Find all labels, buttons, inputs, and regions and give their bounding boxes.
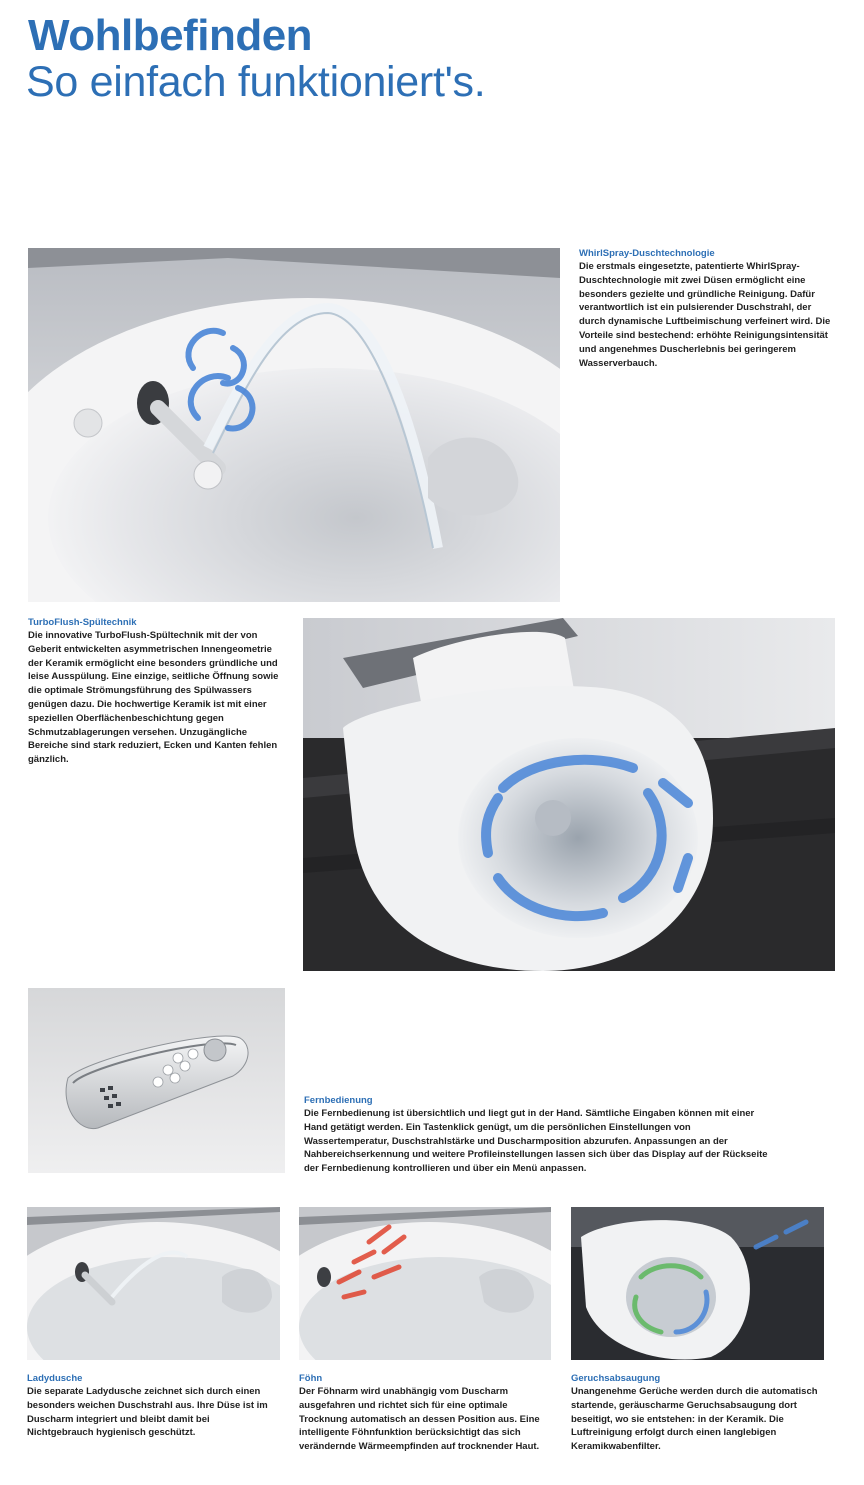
foehn-heading: Föhn: [299, 1373, 323, 1384]
lady-photo: [27, 1207, 280, 1360]
ladydusche-text: Die separate Ladydusche zeichnet sich durch einen besonders weichen Duschstrahl aus. Ihre Düse ist im Duscharm integriert und bleibt damit bei Nichtgebrauch hygienisch geschützt.: [27, 1386, 268, 1439]
foehn-photo: [299, 1207, 551, 1360]
whirlspray-heading: WhirlSpray-Duschtechnologie: [579, 248, 715, 259]
turboflush-heading: TurboFlush-Spültechnik: [28, 617, 137, 628]
geruch-heading: Geruchsabsaugung: [571, 1373, 661, 1384]
whirlspray-text: Die erstmals eingesetzte, patentierte WhirlSpray-Duschtechnologie mit zwei Düsen ermöglicht eine besonders gezielte und gründliche Reinigung. Dafür verantwortlich ist ein pulsierender Duschstrahl, der durch dynamische Luftbeimischung verfeinert wird. Die Vorteile sind bestechend: erhöhte Reinigungsintensität und angenehmes Duscherlebnis bei geringerem Wasserverbauch.: [579, 261, 831, 369]
fernbedienung-heading: Fernbedienung: [304, 1095, 373, 1106]
page-subtitle: So einfach funktioniert's.: [26, 58, 486, 106]
geruch-photo: [571, 1207, 824, 1360]
turboflush-photo: [303, 618, 835, 971]
page-title: Wohlbefinden: [28, 11, 313, 60]
remote-photo: [28, 988, 285, 1173]
ladydusche-heading: Ladydusche: [27, 1373, 83, 1384]
geruch-text: Unangenehme Gerüche werden durch die automatisch startende, geräuscharme Geruchsabsaugung dort beseitigt, wo sie entstehen: in der Keramik. Die Luftreinigung erfolgt durch einen langlebigen Keramikwabenfilter.: [571, 1386, 818, 1453]
turboflush-text: Die innovative TurboFlush-Spültechnik mit der von Geberit entwickelten asymmetrischen Innengeometrie der Keramik ermöglicht eine besonders gründliche und leise Ausspülung. Eine einzige, seitliche Öffnung sowie die optimale Strömungsführung des Spülwassers genügen dazu. Die hochwertige Keramik ist mit einer speziellen Oberflächenbeschichtung gegen Schmutzablagerungen versehen. Unzugängliche Bereiche sind stark reduziert, Ecken und Kanten fehlen gänzlich.: [28, 630, 279, 766]
foehn-text: Der Föhnarm wird unabhängig vom Duscharm ausgefahren und richtet sich für eine optimale Trocknung automatisch an dessen Position aus. Eine intelligente Föhnfunktion berücksichtigt das sich verändernde Wärmeempfinden auf trocknender Haut.: [299, 1386, 540, 1453]
whirlspray-photo: [28, 248, 560, 602]
fernbedienung-text: Die Fernbedienung ist übersichtlich und liegt gut in der Hand. Sämtliche Eingaben können mit einer Hand getätigt werden. Ein Tastenklick genügt, um die persönlichen Einstellungen von Wassertemperatur, Duschstrahlstärke und Duscharmposition abzurufen. Anpassungen an der Nahbereichserkennung und weitere Profileinstellungen lassen sich über das Display auf der Rückseite der Fernbedienung kontrollieren und über ein Menü anpassen.: [304, 1108, 768, 1175]
